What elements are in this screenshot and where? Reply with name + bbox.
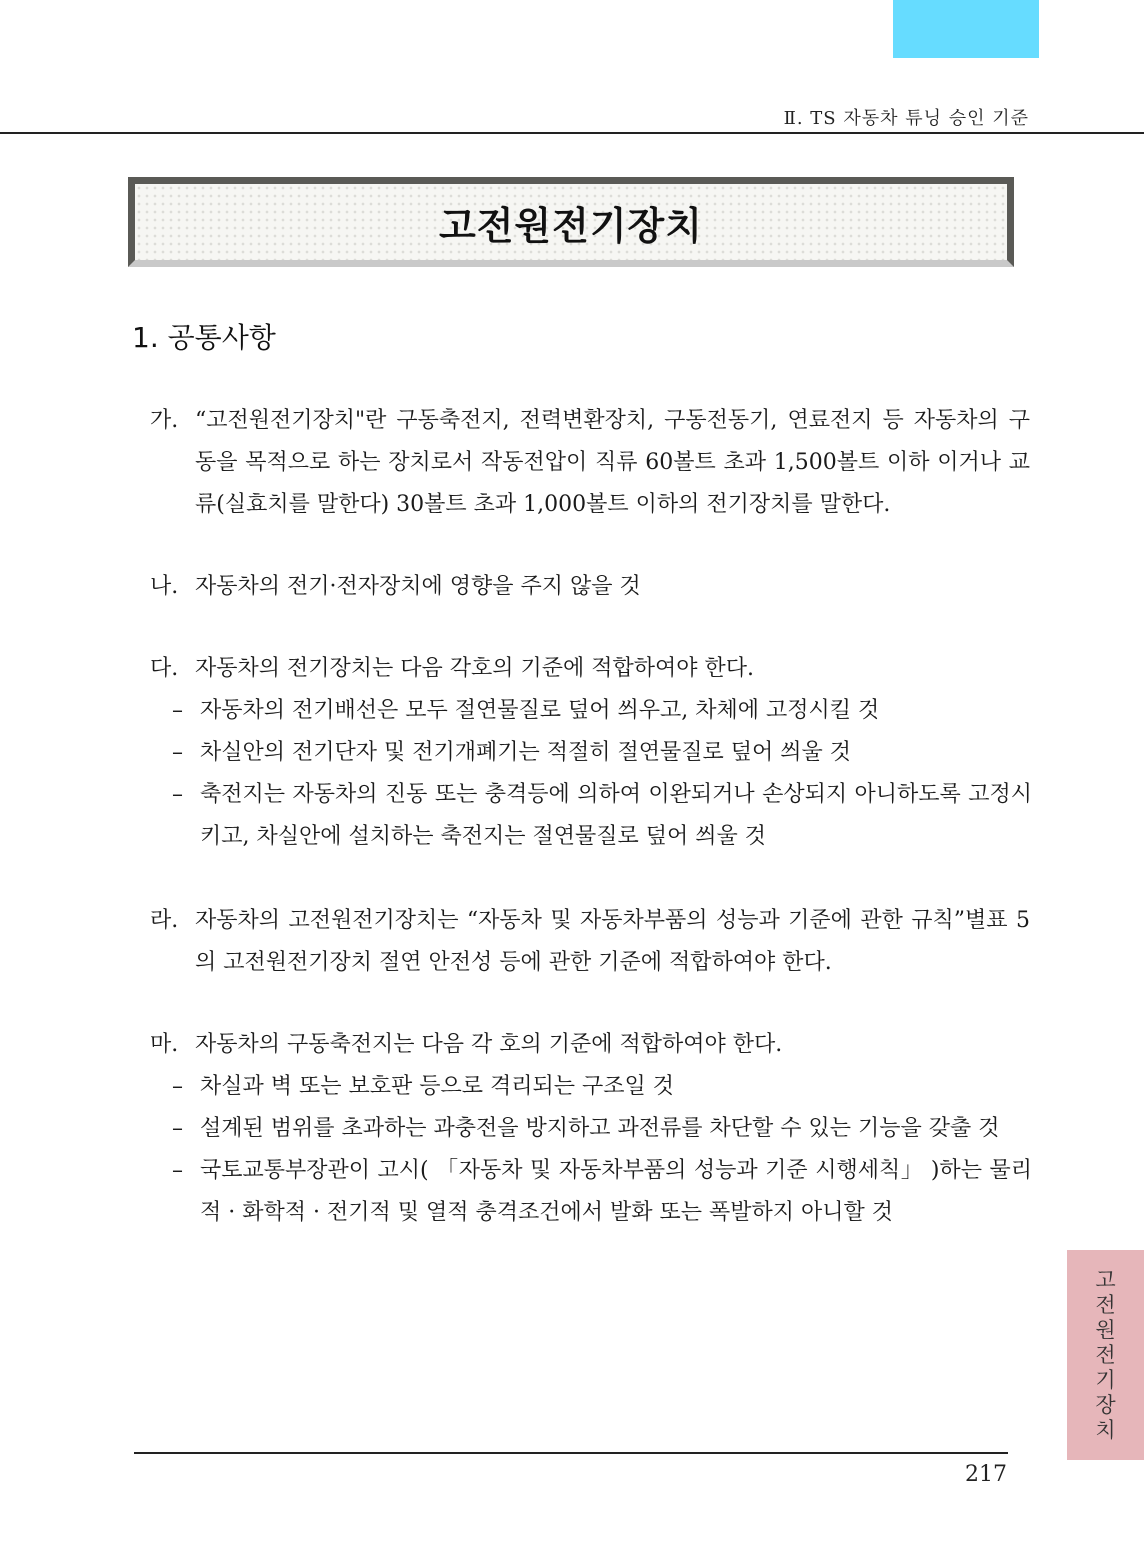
bullet-dash: – — [172, 782, 183, 807]
item-marker: 마. — [150, 1032, 179, 1057]
item-ga — [150, 400, 1030, 526]
bullet-text: 자동차의 전기배선은 모두 절연물질로 덮어 씌우고, 차체에 고정시킬 것 — [200, 698, 880, 723]
item-text: 자동차의 고전원전기장치는 “자동차 및 자동차부품의 성능과 기준에 관한 규칙”별표 5의 고전원전기장치 절연 안전성 등에 관한 기준에 적합하여야 한다. — [195, 908, 1030, 975]
item-da-bullets — [172, 690, 1032, 858]
running-header: Ⅱ. TS 자동차 튜닝 승인 기준 — [783, 108, 1029, 129]
side-tab-char: 전 — [1095, 1343, 1116, 1367]
list-item — [172, 1066, 1032, 1108]
page-title: 고전원전기장치 — [439, 203, 703, 248]
top-color-tab — [893, 0, 1039, 58]
item-da — [150, 648, 1030, 690]
bullet-text: 축전지는 자동차의 진동 또는 충격등에 의하여 이완되거나 손상되지 아니하도록 고정시키고, 차실안에 설치하는 축전지는 절연물질로 덮어 씌울 것 — [200, 782, 1032, 849]
item-text: 자동차의 전기장치는 다음 각호의 기준에 적합하여야 한다. — [195, 656, 755, 681]
item-ra — [150, 900, 1030, 984]
bullet-dash: – — [172, 698, 183, 723]
item-marker: 가. — [150, 408, 179, 433]
item-text: 자동차의 전기·전자장치에 영향을 주지 않을 것 — [195, 574, 641, 599]
list-item — [172, 690, 1032, 732]
item-marker: 다. — [150, 656, 179, 681]
list-item — [172, 732, 1032, 774]
bullet-text: 차실과 벽 또는 보호판 등으로 격리되는 구조일 것 — [200, 1074, 674, 1099]
item-marker: 라. — [150, 908, 179, 933]
header-divider — [0, 132, 1144, 134]
bullet-text: 차실안의 전기단자 및 전기개폐기는 적절히 절연물질로 덮어 씌울 것 — [200, 740, 852, 765]
bullet-dash: – — [172, 1116, 183, 1141]
list-item — [172, 1150, 1032, 1234]
chapter-side-tab — [1067, 1250, 1144, 1460]
item-ma-bullets — [172, 1066, 1032, 1234]
side-tab-char: 고 — [1095, 1268, 1116, 1292]
bullet-dash: – — [172, 740, 183, 765]
side-tab-char: 기 — [1095, 1368, 1116, 1392]
bullet-dash: – — [172, 1158, 183, 1183]
item-ma — [150, 1024, 1030, 1066]
side-tab-char: 치 — [1095, 1418, 1116, 1442]
title-banner — [128, 177, 1014, 267]
footer-divider — [134, 1452, 1008, 1454]
side-tab-char: 전 — [1095, 1293, 1116, 1317]
item-text: “고전원전기장치"란 구동축전지, 전력변환장치, 구동전동기, 연료전지 등 자동차의 구동을 목적으로 하는 장치로서 작동전압이 직류 60볼트 초과 1,500볼트 이하 이거나 교류(실효치를 말한다) 30볼트 초과 1,000볼트 이하의 전기장치를 말한다. — [195, 408, 1030, 517]
bullet-text: 국토교통부장관이 고시( 「자동차 및 자동차부품의 성능과 기준 시행세칙」 )하는 물리적 · 화학적 · 전기적 및 열적 충격조건에서 발화 또는 폭발하지 아니할 것 — [200, 1158, 1032, 1225]
side-tab-char: 장 — [1095, 1393, 1116, 1417]
item-na — [150, 566, 1030, 608]
section-heading: 1. 공통사항 — [132, 321, 276, 354]
page-number: 217 — [965, 1462, 1007, 1487]
side-tab-char: 원 — [1095, 1318, 1116, 1342]
list-item — [172, 774, 1032, 858]
item-text: 자동차의 구동축전지는 다음 각 호의 기준에 적합하여야 한다. — [195, 1032, 783, 1057]
item-marker: 나. — [150, 574, 179, 599]
list-item — [172, 1108, 1032, 1150]
bullet-dash: – — [172, 1074, 183, 1099]
bullet-text: 설계된 범위를 초과하는 과충전을 방지하고 과전류를 차단할 수 있는 기능을 갖출 것 — [200, 1116, 1000, 1141]
